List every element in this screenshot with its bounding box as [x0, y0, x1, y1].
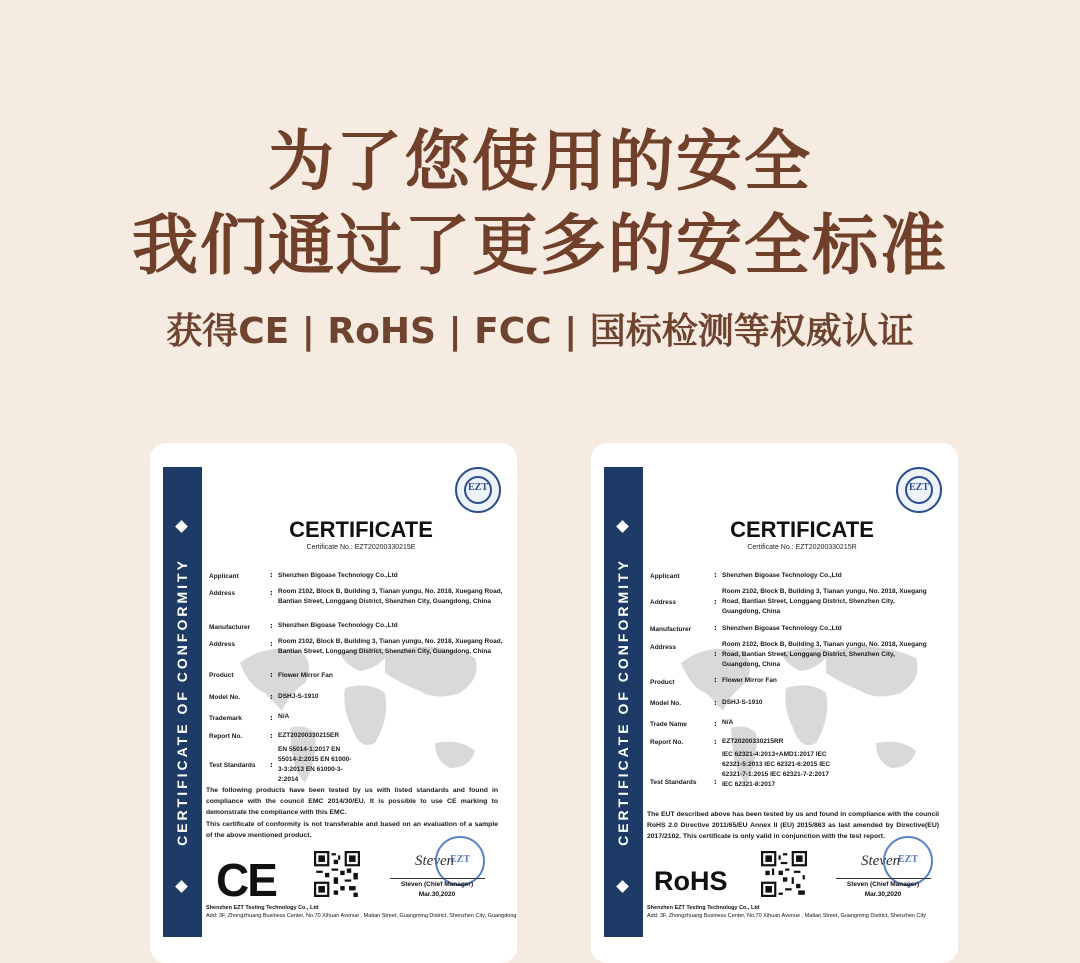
- field-label: Applicant: [209, 573, 239, 580]
- qr-code-icon: [314, 851, 360, 897]
- field-value: Shenzhen Bigoase Technology Co.,Ltd: [722, 625, 842, 632]
- field-value: Room 2102, Block B, Building 3, Tianan yungu, No. 2018, Xuegang Road, Bantian Street, Longgang District, Shenzhen City, Guangdong, China: [722, 588, 927, 615]
- headline-line-1: 为了您使用的安全: [268, 123, 812, 200]
- field-label: Test Standards: [650, 779, 697, 786]
- signature-date: Mar.30,2020: [418, 891, 456, 898]
- field-label: Product: [209, 672, 234, 679]
- ce-mark-logo: CE: [216, 854, 276, 906]
- field-label: Applicant: [650, 573, 680, 580]
- field-label: Manufacturer: [209, 624, 251, 631]
- sidebar-text: CERTIFICATE OF CONFORMITY: [615, 558, 631, 846]
- certificate-number: Certificate No.: EZT20200330215R: [747, 544, 857, 551]
- field-value: EZT20200330215RR: [722, 738, 784, 745]
- certification-subline: 获得CE | RoHS | FCC | 国标检测等权威认证: [166, 311, 914, 352]
- signature-date: Mar.30,2020: [864, 891, 902, 898]
- field-label: Address: [650, 599, 677, 606]
- footer-company: Shenzhen EZT Testing Technology Co., Ltd: [206, 905, 319, 911]
- field-value: Flower Mirror Fan: [278, 672, 333, 679]
- headline-line-2: 我们通过了更多的安全标准: [132, 207, 948, 284]
- qr-code-icon: [761, 851, 807, 897]
- footer-company: Shenzhen EZT Testing Technology Co., Ltd: [647, 905, 760, 911]
- field-label: Model No.: [650, 700, 682, 707]
- field-value: DSHJ-S-1910: [722, 699, 763, 706]
- ezt-stamp-icon: EZT: [883, 836, 933, 886]
- certificate-sidebar: [163, 467, 202, 937]
- certificate-number: Certificate No.: EZT20200330215E: [306, 544, 416, 551]
- footer-address: Add: 3F, Zhongzhuang Business Center, No.70 Xihuan Avenue , Matian Street, Guangming District, Shenzhen City: [647, 913, 927, 919]
- ezt-seal-icon: EZT: [896, 467, 942, 513]
- field-value: Room 2102, Block B, Building 3, Tianan yungu, No. 2018, Xuegang Road, Bantian Street, Longgang District, Shenzhen City, Guangdong, China: [722, 641, 927, 668]
- field-label: Trademark: [209, 715, 242, 722]
- field-label: Address: [209, 641, 236, 648]
- field-value: IEC 62321-4:2013+AMD1:2017 IEC 62321-5:2013 IEC 62321-6:2015 IEC 62321-7-1:2015 IEC 62321-7-2:2017 IEC 62321-8:2017: [722, 751, 831, 788]
- footer-address: Add: 3F, Zhongzhuang Business Center, No.70 Xihuan Avenue , Matian Street, Guangming District, Shenzhen City, Guangdong: [206, 913, 517, 919]
- field-label: Model No.: [209, 694, 241, 701]
- signature: Steven: [861, 853, 901, 869]
- field-value: N/A: [278, 713, 290, 720]
- field-label: Test Standards: [209, 762, 256, 769]
- certificate-statement: The EUT described above has been tested by us and found in compliance with the council RoHS 2.0 Directive 2011/65/EU Annex II (EU) 2015/863 as last amended by Directive(EU) 2017/2102. This certificate is only valid in conjunction with the test report.: [647, 811, 939, 840]
- field-value: N/A: [722, 719, 734, 726]
- ezt-stamp-icon: EZT: [435, 836, 485, 886]
- signature-line: [836, 878, 931, 879]
- field-value: Flower Mirror Fan: [722, 677, 777, 684]
- field-label: Trade Name: [650, 721, 687, 728]
- ezt-seal-icon: EZT: [455, 467, 501, 513]
- certificate-statement: The following products have been tested by us with listed standards and found in compliance with the council EMC 2014/30/EU. It is possible to use CE marking to demonstrate the compliance with this EMC.: [206, 787, 498, 816]
- field-value: Shenzhen Bigoase Technology Co.,Ltd: [278, 572, 398, 579]
- rohs-mark-logo: RoHS: [654, 866, 728, 896]
- diamond-icon: [616, 880, 629, 893]
- field-value: Room 2102, Block B, Building 3, Tianan yungu, No. 2018, Xuegang Road, Bantian Street, Longgang District, Shenzhen City, Guangdong, China: [278, 638, 503, 655]
- signer-name: Steven (Chief Manager): [400, 881, 474, 888]
- field-label: Report No.: [209, 733, 243, 740]
- diamond-icon: [175, 520, 188, 533]
- certificate-title: CERTIFICATE: [289, 517, 433, 542]
- diamond-icon: [175, 880, 188, 893]
- field-label: Manufacturer: [650, 626, 692, 633]
- signer-name: Steven (Chief Manager): [846, 881, 920, 888]
- signature: Steven: [415, 853, 455, 869]
- field-value: DSHJ-S-1910: [278, 693, 319, 700]
- diamond-icon: [616, 520, 629, 533]
- field-label: Product: [650, 679, 675, 686]
- field-value: EN 55014-1:2017 EN 55014-2:2015 EN 61000-3-3:2013 EN 61000-3-2:2014: [278, 746, 352, 783]
- rohs-certificate-card: CERTIFICATE OF CONFORMITY EZT CERTIFICATE Certificate No.: EZT20200330215R Applicant : Shenzhen Bigoase Technology Co.,Ltd Address : Room 2102, Block B, Building 3, Tianan yungu, No. 2018, Xuegang Road, Bantian Street, Longgang District, Shenzhen City, Guangdong, China Manufacturer : Shenzhen Bigoase Technology Co.,Ltd Address : Room 2102, Block B, Building 3, Tianan yungu, No. 2018, Xuegang Road, Bantian Street, Longgang District, Shenzhen City, Guangdong, China Product : Flower Mirror Fan Model No. : DSHJ-S-1910 Trade Name : N/A Report No. : EZT20200330215RR Test Standards : IEC 62321-4:2013+AMD1:2017 IEC 62321-5:2013 IEC 62321-6:2015 IEC 62321-7-1:2015 IEC 62321-7-2:2017 IEC 62321-8:2017 The EUT described above has been tested by us and found in compliance with the council RoHS 2.0 Directive 2011/65/EU Annex II (EU) 2015/863 as last amended by Directive(EU) 2017/2102. This certificate is only valid in conjunction with the test report. RoHS Steven EZT Steven (Chief Manager) Mar.30,2020 Shenzhen EZT Testing Technology Co., Ltd Add: 3F, Zhongzhuang Business Center, No.70 Xihuan Avenue , Matian Street, Guangming District, Shenzhen City: [591, 443, 958, 963]
- ce-certificate-card: CERTIFICATE OF CONFORMITY EZT CERTIFICATE Certificate No.: EZT20200330215E Applicant : Shenzhen Bigoase Technology Co.,Ltd Address : Room 2102, Block B, Building 3, Tianan yungu, No. 2018, Xuegang Road, Bantian Street, Longgang District, Shenzhen City, Guangdong, China Manufacturer : Shenzhen Bigoase Technology Co.,Ltd Address : Room 2102, Block B, Building 3, Tianan yungu, No. 2018, Xuegang Road, Bantian Street, Longgang District, Shenzhen City, Guangdong, China Product : Flower Mirror Fan Model No. : DSHJ-S-1910 Trademark : N/A Report No. : EZT20200330215ER Test Standards : EN 55014-1:2017 EN 55014-2:2015 EN 61000-3-3:2013 EN 61000-3-2:2014 The following products have been tested by us with listed standards and found in compliance with the council EMC 2014/30/EU. It is possible to use CE marking to demonstrate the compliance with this EMC. This certificate of conformity is not transferable and based on an evaluation of a sample of the above mentioned product. CE Steven EZT Steven (Chief Manager) Mar.30,2020 Shenzhen EZT Testing Technology Co., Ltd Add: 3F, Zhongzhuang Business Center, No.70 Xihuan Avenue , Matian Street, Guangming District, Shenzhen City, Guangdong: [150, 443, 517, 963]
- certificate-sidebar: [604, 467, 643, 937]
- field-value: Shenzhen Bigoase Technology Co.,Ltd: [722, 572, 842, 579]
- field-value: EZT20200330215ER: [278, 732, 340, 739]
- signature-line: [390, 878, 485, 879]
- field-value: Room 2102, Block B, Building 3, Tianan yungu, No. 2018, Xuegang Road, Bantian Street, Longgang District, Shenzhen City, Guangdong, China: [278, 588, 503, 605]
- sidebar-text: CERTIFICATE OF CONFORMITY: [174, 558, 190, 846]
- field-value: Shenzhen Bigoase Technology Co.,Ltd: [278, 622, 398, 629]
- field-label: Address: [650, 644, 677, 651]
- field-label: Address: [209, 590, 236, 597]
- field-label: Report No.: [650, 739, 684, 746]
- certificate-statement-2: This certificate of conformity is not transferable and based on an evaluation of a sample of the above mentioned product.: [206, 821, 498, 839]
- certificate-title: CERTIFICATE: [730, 517, 874, 542]
